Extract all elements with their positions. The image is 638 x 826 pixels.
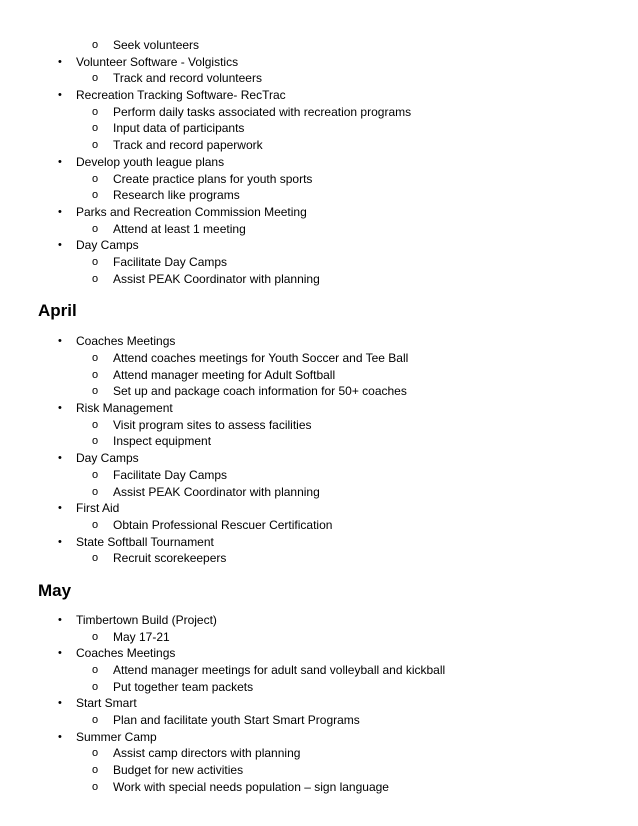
circle-bullet-icon: o xyxy=(92,352,99,364)
sub-item-text: May 17-21 xyxy=(113,629,170,644)
sub-item-text: Track and record volunteers xyxy=(113,71,262,86)
bullet-row xyxy=(0,54,638,71)
list-item-label: Day Camps xyxy=(76,451,139,466)
section-march-continued xyxy=(0,0,638,287)
bullet-row xyxy=(0,500,638,517)
circle-bullet-icon: o xyxy=(92,385,99,398)
sub-item-text: Budget for new activities xyxy=(113,763,244,778)
list-item xyxy=(0,154,638,204)
sub-item-text: Inspect equipment xyxy=(113,434,212,449)
circle-bullet-icon: o xyxy=(92,714,99,727)
sub-list-item xyxy=(0,417,638,434)
circle-bullet-icon: o xyxy=(92,485,99,498)
circle-bullet-icon: o xyxy=(92,468,99,481)
section-april xyxy=(0,299,638,567)
bullet-icon: • xyxy=(58,89,62,102)
bullet-icon: • xyxy=(58,55,62,68)
bullet-icon: • xyxy=(58,502,62,515)
sub-item-text: Seek volunteers xyxy=(113,38,200,52)
sub-list-item xyxy=(0,367,638,384)
bullet-row xyxy=(0,154,638,171)
sub-item-text: Assist camp directors with planning xyxy=(113,746,301,761)
circle-bullet-icon: o xyxy=(92,680,99,693)
circle-bullet-icon: o xyxy=(92,368,99,381)
circle-bullet-icon: o xyxy=(92,189,99,202)
list-item-label: Coaches Meetings xyxy=(76,646,176,661)
sub-list-item xyxy=(0,383,638,400)
sub-list-item xyxy=(0,433,638,450)
sub-list xyxy=(0,104,638,154)
sub-item-text: Attend manager meetings for adult sand volleyball and kickball xyxy=(113,663,446,677)
sub-list xyxy=(0,254,638,287)
list-item xyxy=(0,450,638,500)
sub-item-text: Attend at least 1 meeting xyxy=(113,221,246,236)
bullet-row xyxy=(0,612,638,629)
sub-item-text: Research like programs xyxy=(113,188,240,203)
list-item xyxy=(0,204,638,237)
bullet-row xyxy=(0,729,638,746)
heading-april: April xyxy=(38,301,77,321)
circle-bullet-icon: o xyxy=(92,630,99,643)
sub-list-item xyxy=(0,221,638,238)
list-item-label: Coaches Meetings xyxy=(76,334,176,349)
sub-item-text: Track and record paperwork xyxy=(113,138,263,153)
bullet-row xyxy=(0,534,638,551)
list-item xyxy=(0,645,638,695)
bullet-row xyxy=(0,204,638,221)
sub-item-text: Set up and package coach information for 50+ coaches xyxy=(113,384,407,399)
sub-list xyxy=(0,517,638,534)
section-may xyxy=(0,579,638,796)
sub-item-text: Assist PEAK Coordinator with planning xyxy=(113,271,320,286)
circle-bullet-icon: o xyxy=(92,172,99,185)
circle-bullet-icon: o xyxy=(92,664,99,676)
bullet-icon: • xyxy=(58,239,62,252)
sub-list xyxy=(0,712,638,729)
sub-list xyxy=(0,550,638,567)
circle-bullet-icon: o xyxy=(92,139,99,152)
list-item xyxy=(0,87,638,154)
list-item-label: Day Camps xyxy=(76,238,139,253)
sub-list-item xyxy=(0,762,638,779)
bullet-row xyxy=(0,400,638,417)
sub-list-item xyxy=(0,662,638,679)
list-item xyxy=(0,400,638,450)
list-item-label: Develop youth league plans xyxy=(76,154,225,169)
bullet-icon: • xyxy=(58,730,62,743)
sub-item-text: Plan and facilitate youth Start Smart Programs xyxy=(113,713,360,728)
sub-item-text: Obtain Professional Rescuer Certification xyxy=(113,517,333,532)
circle-bullet-icon: o xyxy=(92,747,99,760)
sub-item-text: Attend manager meeting for Adult Softball xyxy=(113,367,336,382)
heading-may: May xyxy=(38,580,72,600)
sub-list xyxy=(0,662,638,695)
circle-bullet-icon: o xyxy=(92,105,99,118)
list-item xyxy=(0,54,638,87)
sub-list-item xyxy=(0,37,638,54)
circle-bullet-icon: o xyxy=(92,435,99,448)
sub-list-item xyxy=(0,104,638,121)
sub-item-text: Facilitate Day Camps xyxy=(113,467,228,482)
sub-item-text: Visit program sites to assess facilities xyxy=(113,417,312,432)
bullet-icon: • xyxy=(58,647,62,660)
list-item-label: Volunteer Software - Volgistics xyxy=(76,54,239,69)
circle-bullet-icon: o xyxy=(92,780,99,793)
list-item xyxy=(0,333,638,400)
bullet-list xyxy=(0,54,638,288)
bullet-icon: • xyxy=(58,155,62,168)
list-item-label: First Aid xyxy=(76,501,120,516)
sub-list-item xyxy=(0,745,638,762)
sub-item-text: Work with special needs population – sign language xyxy=(113,779,389,794)
list-item-label: State Softball Tournament xyxy=(76,534,214,549)
bullet-icon: • xyxy=(58,697,62,710)
sub-list xyxy=(0,171,638,204)
bullet-list xyxy=(0,333,638,567)
bullet-icon: • xyxy=(58,452,62,465)
sub-list xyxy=(0,467,638,500)
sub-list-item xyxy=(0,350,638,367)
circle-bullet-icon: o xyxy=(92,122,99,135)
bullet-list xyxy=(0,612,638,796)
sub-list-item xyxy=(0,70,638,87)
sub-list-item xyxy=(0,254,638,271)
sub-item-text: Create practice plans for youth sports xyxy=(113,171,313,186)
sub-list-item xyxy=(0,120,638,137)
circle-bullet-icon: o xyxy=(92,255,99,268)
circle-bullet-icon: o xyxy=(92,764,99,777)
sub-list-item xyxy=(0,484,638,501)
circle-bullet-icon: o xyxy=(92,418,99,431)
sub-list xyxy=(0,350,638,400)
sub-list xyxy=(0,745,638,795)
list-item-label: Summer Camp xyxy=(76,729,157,744)
sub-list-item xyxy=(0,171,638,188)
sub-item-text: Recruit scorekeepers xyxy=(113,551,227,566)
sub-list-item xyxy=(0,712,638,729)
list-item-label: Start Smart xyxy=(76,696,137,711)
circle-bullet-icon: o xyxy=(92,72,99,85)
sub-list-item xyxy=(0,629,638,646)
bullet-icon: • xyxy=(58,535,62,548)
list-item-label: Timbertown Build (Project) xyxy=(76,612,217,627)
sub-list xyxy=(0,221,638,238)
list-item xyxy=(0,534,638,567)
sub-list-item xyxy=(0,271,638,288)
circle-bullet-icon: o xyxy=(92,222,99,235)
sub-item-text: Attend coaches meetings for Youth Soccer and Tee Ball xyxy=(113,351,409,365)
list-item xyxy=(0,729,638,796)
list-item-label: Risk Management xyxy=(76,401,173,416)
sub-list-item xyxy=(0,467,638,484)
circle-bullet-icon: o xyxy=(92,272,99,285)
sub-list-item xyxy=(0,137,638,154)
list-item xyxy=(0,500,638,533)
bullet-icon: • xyxy=(58,402,62,415)
bullet-icon: • xyxy=(58,335,62,348)
sub-list-item xyxy=(0,187,638,204)
sub-list xyxy=(0,417,638,450)
sub-item-text: Perform daily tasks associated with recreation programs xyxy=(113,104,412,119)
list-item xyxy=(0,612,638,645)
bullet-row xyxy=(0,645,638,662)
sub-item-text: Assist PEAK Coordinator with planning xyxy=(113,484,320,499)
circle-bullet-icon: o xyxy=(92,39,99,51)
circle-bullet-icon: o xyxy=(92,518,99,531)
list-item-label: Recreation Tracking Software- RecTrac xyxy=(76,88,286,103)
bullet-icon: • xyxy=(58,613,62,626)
list-item xyxy=(0,237,638,287)
sub-list xyxy=(0,629,638,646)
bullet-icon: • xyxy=(58,205,62,218)
sub-list-item xyxy=(0,550,638,567)
sub-list-item xyxy=(0,517,638,534)
list-item xyxy=(0,695,638,728)
bullet-row xyxy=(0,237,638,254)
circle-bullet-icon: o xyxy=(92,552,99,565)
bullet-row xyxy=(0,450,638,467)
orphan-sublist xyxy=(0,37,638,54)
sub-list-item xyxy=(0,679,638,696)
sub-item-text: Input data of participants xyxy=(113,121,245,136)
list-item-label: Parks and Recreation Commission Meeting xyxy=(76,204,307,219)
bullet-row xyxy=(0,333,638,350)
bullet-row xyxy=(0,87,638,104)
sub-item-text: Facilitate Day Camps xyxy=(113,254,228,269)
sub-item-text: Put together team packets xyxy=(113,679,254,694)
sub-list xyxy=(0,70,638,87)
sub-list-item xyxy=(0,779,638,796)
bullet-row xyxy=(0,695,638,712)
